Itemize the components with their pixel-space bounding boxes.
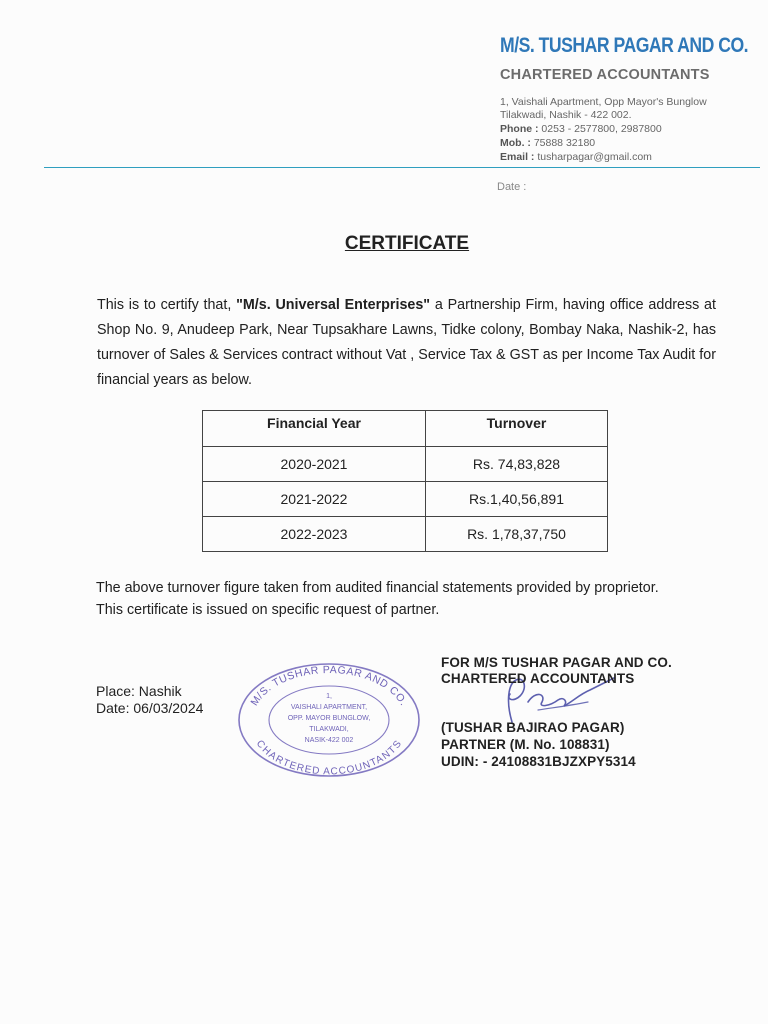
mobile-value: 75888 32180 (533, 137, 596, 149)
stamp-ring-top: M/S. TUSHAR PAGAR AND CO. (248, 663, 410, 709)
certificate-title: CERTIFICATE (344, 233, 470, 254)
udin-number: UDIN: - 24108831BJZXPY5314 (441, 754, 636, 769)
email-value: tusharpagar@gmail.com (537, 151, 652, 163)
stamp-center-line: TILAKWADI, (309, 726, 349, 733)
closing-line-2: This certificate is issued on specific request of partner. (96, 602, 440, 618)
certificate-body (97, 293, 716, 393)
signatory-name: (TUSHAR BAJIRAO PAGAR) (441, 720, 625, 735)
table-row (203, 447, 608, 482)
stamp-ring-bottom: CHARTERED ACCOUNTANTS (253, 738, 405, 778)
issue-date: Date: 06/03/2024 (96, 700, 204, 716)
stamp-center-line: VAISHALI APARTMENT, (290, 704, 368, 711)
column-header: Financial Year (203, 411, 426, 447)
partner-membership: PARTNER (M. No. 108831) (441, 737, 610, 752)
body-rest: a Partnership Firm, having office address at Shop No. 9, Anudeep Park, Near Tupsakhare Lawns, Tidke colony, Bombay Naka, Nashik-2, has turnover of Sales & Services contract without Vat , Service Tax & GST as per Income Tax Audit for financial years as below. (97, 297, 716, 388)
place-label: Place: Nashik (96, 683, 182, 699)
closing-text (96, 577, 726, 621)
address-line-2: Tilakwadi, Nashik - 422 002. (500, 109, 632, 121)
financial-year-cell: 2020-2021 (203, 447, 426, 482)
table-row (203, 482, 608, 517)
stamp-center-line: OPP. MAYOR BUNGLOW, (287, 715, 371, 722)
table-row (203, 517, 608, 552)
financial-year-cell: 2022-2023 (203, 517, 426, 552)
svg-text:CHARTERED ACCOUNTANTS (254, 738, 405, 777)
for-firm-line: FOR M/S TUSHAR PAGAR AND CO. (441, 655, 672, 670)
letterhead-divider (44, 167, 760, 168)
stamp-center-line: NASIK-422 002 (304, 737, 354, 744)
closing-line-1: The above turnover figure taken from audited financial statements provided by proprietor. (96, 580, 659, 596)
turnover-table (202, 410, 608, 552)
mobile-label: Mob. : (500, 137, 531, 149)
mobile-line (500, 137, 595, 150)
turnover-cell: Rs.1,40,56,891 (426, 482, 608, 517)
address-line-1: 1, Vaishali Apartment, Opp Mayor's Bunglow (500, 96, 707, 108)
phone-value: 0253 - 2577800, 2987800 (541, 123, 662, 135)
column-header: Turnover (426, 411, 608, 447)
firm-name: M/S. TUSHAR PAGAR AND CO. (500, 34, 749, 57)
email-line (500, 151, 652, 164)
firm-stamp (236, 662, 422, 778)
entity-name: "M/s. Universal Enterprises" (236, 297, 431, 313)
phone-label: Phone : (500, 123, 539, 135)
firm-type: CHARTERED ACCOUNTANTS (500, 67, 710, 83)
turnover-cell: Rs. 1,78,37,750 (426, 517, 608, 552)
body-intro: This is to certify that, (97, 297, 237, 313)
turnover-cell: Rs. 74,83,828 (426, 447, 608, 482)
phone-line (500, 123, 662, 136)
date-label: Date : (497, 181, 527, 193)
stamp-center-line: 1, (326, 693, 332, 700)
signatory-designation: CHARTERED ACCOUNTANTS (441, 671, 635, 686)
table-header-row (203, 411, 608, 447)
financial-year-cell: 2021-2022 (203, 482, 426, 517)
email-label: Email : (500, 151, 535, 163)
